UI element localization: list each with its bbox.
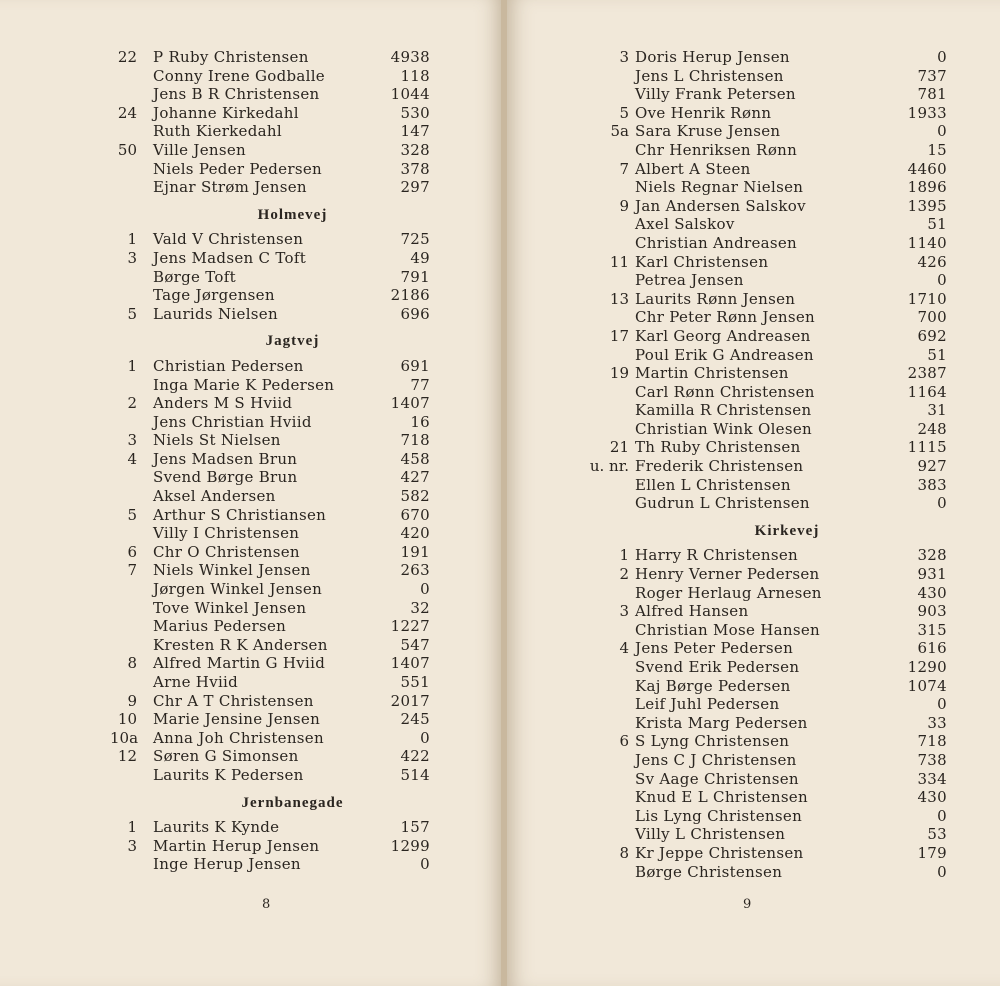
resident-name: Sara Kruse Jensen [635, 122, 781, 141]
resident-name: Jens Madsen Brun [153, 449, 298, 468]
house-number: 9 [127, 691, 137, 710]
resident-value: 420 [400, 524, 430, 543]
list-item [577, 476, 947, 495]
list-item [110, 249, 430, 268]
list-item [577, 141, 947, 160]
resident-name: Jens B R Christensen [153, 85, 320, 104]
list-item [577, 420, 947, 439]
resident-value: 1227 [390, 617, 430, 636]
resident-name: Kamilla R Christensen [635, 401, 812, 420]
resident-name: Chr Peter Rønn Jensen [635, 308, 815, 327]
resident-value: 33 [927, 713, 947, 732]
resident-name: Børge Toft [153, 267, 236, 286]
resident-value: 1164 [907, 382, 947, 401]
resident-value: 0 [937, 862, 947, 881]
resident-name: Anna Joh Christensen [153, 728, 324, 747]
resident-value: 245 [400, 710, 430, 729]
list-item [110, 766, 430, 785]
resident-value: 514 [400, 765, 430, 784]
list-item [577, 825, 947, 844]
resident-value: 430 [917, 583, 947, 602]
resident-value: 53 [927, 825, 947, 844]
resident-value: 1933 [907, 103, 947, 122]
list-item [110, 729, 430, 748]
resident-value: 1140 [907, 233, 947, 252]
list-item [110, 506, 430, 525]
resident-value: 1115 [907, 438, 947, 457]
list-item [110, 431, 430, 450]
house-number: 22 [117, 48, 137, 66]
resident-name: Vald V Christensen [153, 230, 304, 249]
list-item [577, 639, 947, 658]
list-item [110, 636, 430, 655]
resident-name: Tage Jørgensen [153, 286, 275, 305]
list-item [577, 401, 947, 420]
resident-name: Ville Jensen [153, 140, 246, 159]
house-number: 3 [619, 602, 629, 621]
list-item [110, 48, 430, 67]
resident-value: 931 [917, 565, 947, 584]
resident-name: Laurids Nielsen [153, 304, 278, 323]
list-item [110, 268, 430, 287]
list-item [577, 863, 947, 882]
list-item [110, 413, 430, 432]
resident-name: S Lyng Christensen [635, 732, 790, 751]
house-number: 13 [609, 289, 629, 308]
resident-name: Christian Pedersen [153, 356, 304, 375]
list-item [577, 234, 947, 253]
list-item [577, 104, 947, 123]
house-number: 19 [609, 364, 629, 383]
list-item [577, 364, 947, 383]
resident-value: 530 [400, 103, 430, 122]
house-number: 1 [127, 356, 137, 375]
list-item [577, 714, 947, 733]
list-item [577, 658, 947, 677]
resident-value: 692 [917, 326, 947, 345]
house-number: 2 [127, 394, 137, 413]
resident-value: 0 [420, 580, 430, 599]
resident-value: 1044 [390, 85, 430, 104]
list-item [577, 308, 947, 327]
list-item [110, 855, 430, 874]
resident-value: 334 [917, 769, 947, 788]
list-item [110, 487, 430, 506]
page-number: 9 [743, 897, 752, 912]
resident-name: Niels St Nielsen [153, 431, 281, 450]
list-item [577, 48, 947, 67]
resident-name: Christian Wink Olesen [635, 419, 812, 438]
house-number: 5 [127, 505, 137, 524]
resident-name: Anders M S Hviid [153, 394, 293, 413]
resident-value: 32 [410, 598, 430, 617]
resident-name: Børge Christensen [635, 862, 783, 881]
resident-value: 718 [400, 431, 430, 450]
list-item [577, 602, 947, 621]
list-item [110, 710, 430, 729]
resident-value: 1407 [390, 654, 430, 673]
resident-name: Kresten R K Andersen [153, 635, 328, 654]
list-item [110, 160, 430, 179]
resident-name: Niels Winkel Jensen [153, 561, 311, 580]
list-item [110, 524, 430, 543]
resident-value: 422 [400, 747, 430, 766]
resident-value: 582 [400, 487, 430, 506]
resident-value: 0 [937, 271, 947, 290]
resident-value: 4460 [907, 159, 947, 178]
resident-value: 691 [400, 356, 430, 375]
list-item [577, 770, 947, 789]
house-number: 8 [127, 654, 137, 673]
resident-name: Ejnar Strøm Jensen [153, 178, 307, 197]
house-number: 3 [127, 248, 137, 267]
resident-name: Laurits Rønn Jensen [635, 289, 796, 308]
resident-name: Jørgen Winkel Jensen [153, 580, 323, 599]
resident-name: Laurits K Kynde [153, 818, 280, 837]
resident-value: 670 [400, 505, 430, 524]
resident-name: Doris Herup Jensen [635, 48, 790, 66]
house-number: 50 [117, 140, 137, 159]
list-item [110, 692, 430, 711]
resident-name: Marie Jensine Jensen [153, 710, 321, 729]
list-item [110, 394, 430, 413]
list-item [110, 654, 430, 673]
resident-name: Chr Henriksen Rønn [635, 140, 798, 159]
list-item [577, 215, 947, 234]
right-page-column [577, 48, 947, 881]
list-item [577, 788, 947, 807]
resident-name: Inge Herup Jensen [153, 855, 301, 874]
list-item [577, 346, 947, 365]
house-number: 5a [610, 122, 629, 141]
resident-value: 248 [917, 419, 947, 438]
list-item [110, 286, 430, 305]
resident-value: 0 [937, 48, 947, 66]
resident-name: Jens C J Christensen [635, 750, 797, 769]
resident-name: Chr A T Christensen [153, 691, 314, 710]
list-item [577, 383, 947, 402]
resident-name: Karl Christensen [635, 252, 769, 271]
page-number: 8 [262, 897, 271, 912]
resident-value: 551 [400, 673, 430, 691]
resident-name: Christian Mose Hansen [635, 620, 820, 639]
house-number: 7 [619, 159, 629, 178]
resident-value: 77 [410, 375, 430, 394]
resident-name: Petrea Jensen [635, 271, 744, 290]
resident-value: 1710 [907, 289, 947, 308]
resident-value: 315 [917, 620, 947, 639]
resident-value: 383 [917, 475, 947, 494]
list-item [577, 494, 947, 513]
house-number: 6 [619, 732, 629, 751]
resident-name: Roger Herlaug Arnesen [635, 583, 822, 602]
resident-value: 903 [917, 602, 947, 621]
house-number: 1 [127, 818, 137, 837]
street-heading: Jagtvej [265, 333, 320, 350]
house-number: 4 [127, 449, 137, 468]
resident-value: 297 [400, 178, 430, 197]
resident-value: 15 [927, 140, 947, 159]
resident-value: 458 [400, 449, 430, 468]
list-item [577, 621, 947, 640]
resident-value: 1395 [907, 196, 947, 215]
list-item [577, 67, 947, 86]
resident-value: 157 [400, 818, 430, 837]
list-item [577, 438, 947, 457]
resident-name: Ruth Kierkedahl [153, 122, 282, 141]
list-item [577, 546, 947, 565]
resident-value: 0 [937, 695, 947, 714]
resident-name: Svend Erik Pedersen [635, 658, 800, 676]
list-item [110, 122, 430, 141]
left-page-column [110, 48, 430, 874]
house-number: 11 [609, 252, 629, 271]
list-item [577, 327, 947, 346]
house-number: 10 [117, 710, 137, 729]
resident-name: Villy Frank Petersen [635, 85, 796, 104]
resident-name: Lis Lyng Christensen [635, 806, 803, 825]
list-item [110, 673, 430, 692]
house-number: 5 [127, 304, 137, 323]
list-item [110, 818, 430, 837]
house-number: 3 [127, 836, 137, 855]
street-heading: Jernbanegade [241, 794, 344, 811]
house-number: 21 [609, 438, 629, 457]
list-item [110, 543, 430, 562]
resident-value: 1896 [907, 178, 947, 197]
resident-value: 328 [400, 140, 430, 159]
list-item [577, 197, 947, 216]
house-number: 4 [619, 639, 629, 658]
resident-name: Niels Regnar Nielsen [635, 178, 804, 197]
resident-value: 737 [917, 66, 947, 85]
list-item [577, 253, 947, 272]
list-item [110, 104, 430, 123]
resident-name: Tove Winkel Jensen [153, 598, 307, 617]
resident-name: Svend Børge Brun [153, 468, 298, 487]
resident-value: 191 [400, 542, 430, 561]
list-item [110, 376, 430, 395]
list-item [577, 807, 947, 826]
resident-name: Krista Marg Pedersen [635, 713, 808, 732]
list-item [110, 85, 430, 104]
list-item [577, 751, 947, 770]
resident-name: Th Ruby Christensen [635, 438, 801, 457]
list-item [577, 160, 947, 179]
resident-name: Frederik Christensen [635, 457, 804, 476]
list-item [110, 305, 430, 324]
resident-name: Sv Aage Christensen [635, 769, 799, 788]
resident-value: 179 [917, 843, 947, 862]
resident-value: 2017 [390, 691, 430, 710]
resident-value: 1407 [390, 394, 430, 413]
house-number: 7 [127, 561, 137, 580]
resident-name: Ellen L Christensen [635, 475, 791, 494]
resident-name: Kaj Børge Pedersen [635, 676, 791, 695]
street-heading: Kirkevej [754, 522, 820, 539]
resident-value: 0 [420, 855, 430, 874]
resident-value: 378 [400, 159, 430, 178]
list-item [110, 599, 430, 618]
resident-value: 16 [410, 412, 430, 431]
resident-value: 31 [927, 401, 947, 420]
list-item [110, 837, 430, 856]
right-page [507, 0, 1000, 986]
resident-name: Marius Pedersen [153, 617, 287, 636]
list-item [110, 450, 430, 469]
list-item [110, 178, 430, 197]
resident-name: Søren G Simonsen [153, 747, 299, 766]
house-number: 1 [619, 546, 629, 565]
resident-value: 2186 [390, 286, 430, 305]
resident-value: 781 [917, 85, 947, 104]
resident-value: 263 [400, 561, 430, 580]
list-item [577, 565, 947, 584]
resident-name: Villy I Christensen [153, 524, 300, 543]
house-number: 5 [619, 103, 629, 122]
resident-name: Arthur S Christiansen [153, 505, 327, 524]
resident-name: Jens Peter Pedersen [635, 639, 794, 658]
resident-name: Ove Henrik Rønn [635, 103, 772, 122]
house-number: 3 [619, 48, 629, 66]
list-item [577, 695, 947, 714]
resident-name: Martin Herup Jensen [153, 836, 320, 855]
resident-name: Niels Peder Pedersen [153, 159, 322, 178]
list-item [110, 141, 430, 160]
resident-name: Henry Verner Pedersen [635, 565, 820, 584]
resident-value: 1290 [907, 658, 947, 676]
resident-name: Carl Rønn Christensen [635, 382, 815, 401]
resident-value: 616 [917, 639, 947, 658]
list-item [110, 357, 430, 376]
house-number: 2 [619, 565, 629, 584]
resident-value: 49 [410, 248, 430, 267]
resident-value: 118 [400, 66, 430, 85]
street-heading: Holmevej [257, 206, 328, 223]
house-number: 12 [117, 747, 137, 766]
resident-value: 696 [400, 304, 430, 323]
resident-name: Chr O Christensen [153, 542, 300, 561]
list-item [110, 617, 430, 636]
resident-name: Kr Jeppe Christensen [635, 843, 804, 862]
house-number: 10a [110, 728, 139, 747]
resident-value: 4938 [390, 48, 430, 66]
list-item [577, 85, 947, 104]
house-number: 6 [127, 542, 137, 561]
resident-name: Karl Georg Andreasen [635, 326, 811, 345]
resident-name: Gudrun L Christensen [635, 494, 810, 513]
resident-value: 147 [400, 122, 430, 141]
resident-value: 927 [917, 457, 947, 476]
resident-value: 547 [400, 635, 430, 654]
resident-value: 426 [917, 252, 947, 271]
house-number: 9 [619, 196, 629, 215]
list-item [577, 584, 947, 603]
resident-name: Alfred Hansen [635, 602, 749, 621]
house-number: u. nr. [589, 457, 629, 476]
resident-value: 427 [400, 468, 430, 487]
list-item [577, 844, 947, 863]
resident-value: 718 [917, 732, 947, 751]
list-item [577, 732, 947, 751]
resident-name: Jan Andersen Salskov [635, 196, 806, 215]
list-item [110, 468, 430, 487]
list-item [577, 290, 947, 309]
resident-name: Christian Andreasen [635, 233, 798, 252]
list-item [110, 67, 430, 86]
house-number: 24 [117, 103, 137, 122]
list-item [110, 747, 430, 766]
resident-name: Harry R Christensen [635, 546, 798, 565]
resident-value: 725 [400, 230, 430, 249]
resident-name: Poul Erik G Andreasen [635, 345, 814, 364]
resident-value: 1074 [907, 676, 947, 695]
list-item [577, 271, 947, 290]
house-number: 3 [127, 431, 137, 450]
resident-name: Jens L Christensen [635, 66, 784, 85]
list-item [577, 677, 947, 696]
resident-value: 0 [937, 494, 947, 513]
resident-name: Leif Juhl Pedersen [635, 695, 780, 714]
list-item [110, 230, 430, 249]
resident-name: Laurits K Pedersen [153, 765, 304, 784]
resident-value: 0 [937, 806, 947, 825]
house-number: 8 [619, 843, 629, 862]
resident-value: 430 [917, 788, 947, 807]
house-number: 1 [127, 230, 137, 249]
list-item [577, 457, 947, 476]
resident-value: 738 [917, 750, 947, 769]
resident-name: Axel Salskov [635, 215, 735, 234]
resident-name: Inga Marie K Pedersen [153, 375, 335, 394]
resident-name: Jens Christian Hviid [153, 412, 312, 431]
resident-name: Arne Hviid [153, 673, 239, 691]
resident-value: 0 [937, 122, 947, 141]
resident-value: 2387 [907, 364, 947, 383]
resident-name: Albert A Steen [635, 159, 751, 178]
list-item [577, 122, 947, 141]
resident-name: Alfred Martin G Hviid [153, 654, 326, 673]
resident-value: 0 [420, 728, 430, 747]
resident-name: P Ruby Christensen [153, 48, 309, 66]
list-item [110, 580, 430, 599]
resident-value: 791 [400, 267, 430, 286]
resident-name: Aksel Andersen [153, 487, 276, 506]
resident-name: Johanne Kirkedahl [153, 103, 299, 122]
list-item [577, 178, 947, 197]
house-number: 17 [609, 326, 629, 345]
resident-name: Knud E L Christensen [635, 788, 808, 807]
resident-value: 700 [917, 308, 947, 327]
list-item [110, 561, 430, 580]
resident-name: Martin Christensen [635, 364, 789, 383]
resident-value: 328 [917, 546, 947, 565]
resident-name: Conny Irene Godballe [153, 66, 325, 85]
resident-value: 51 [927, 345, 947, 364]
resident-value: 51 [927, 215, 947, 234]
resident-name: Jens Madsen C Toft [153, 248, 307, 267]
resident-name: Villy L Christensen [635, 825, 786, 844]
resident-value: 1299 [390, 836, 430, 855]
